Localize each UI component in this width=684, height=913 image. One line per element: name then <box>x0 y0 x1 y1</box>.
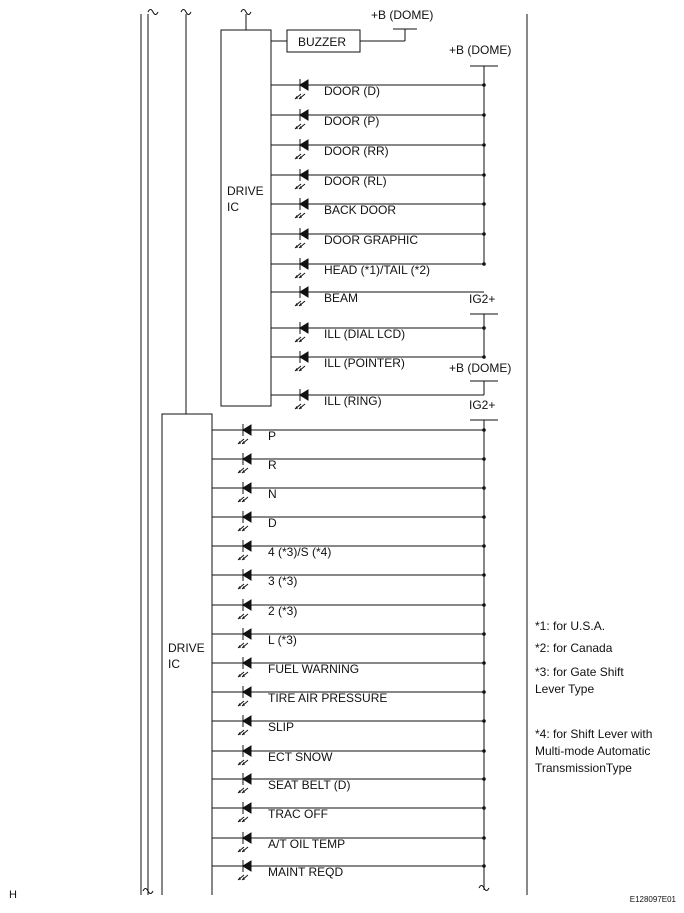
supply-label-group1: +B (DOME) <box>449 43 512 57</box>
indicator-label: P <box>268 429 277 443</box>
led-icon <box>238 773 251 793</box>
led-icon <box>295 139 308 159</box>
led-triangle <box>300 390 308 400</box>
indicator-row-lower <box>212 511 486 531</box>
indicator-row-lower <box>212 860 486 880</box>
led-icon <box>238 599 251 619</box>
supply-label-buzzer: +B (DOME) <box>371 8 434 22</box>
indicator-label: R <box>268 458 277 472</box>
led-triangle <box>243 833 251 843</box>
led-icon <box>238 860 251 880</box>
indicator-label: D <box>268 516 277 530</box>
led-triangle <box>300 352 308 362</box>
drive-ic-label: DRIVE <box>227 184 264 198</box>
indicator-label: DOOR (D) <box>324 84 380 98</box>
led-icon <box>238 511 251 531</box>
indicator-label: A/T OIL TEMP <box>268 837 346 851</box>
footnote-line: *3: for Gate Shift <box>535 665 624 679</box>
footnote-line: Multi-mode Automatic <box>535 744 651 758</box>
indicator-label: BACK DOOR <box>324 203 397 217</box>
drive-ic-label: IC <box>168 657 180 671</box>
led-icon <box>295 322 308 342</box>
indicator-row-lower <box>212 628 486 648</box>
led-triangle <box>300 110 308 120</box>
led-icon <box>295 389 308 409</box>
led-icon <box>295 198 308 218</box>
led-icon <box>238 802 251 822</box>
frame-break-mark <box>148 10 158 15</box>
footnote-line: *1: for U.S.A. <box>535 619 606 633</box>
indicator-label: MAINT REQD <box>268 865 344 879</box>
indicator-row-lower <box>212 453 486 473</box>
led-icon <box>295 79 308 99</box>
indicator-label: DOOR (RR) <box>324 144 389 158</box>
indicator-row-lower <box>212 745 486 765</box>
indicator-label: 3 (*3) <box>268 574 298 588</box>
led-triangle <box>243 512 251 522</box>
supply-label-lower: IG2+ <box>469 398 496 412</box>
indicator-label: TRAC OFF <box>268 807 328 821</box>
indicator-row-lower <box>212 569 486 589</box>
led-triangle <box>243 687 251 697</box>
upper-ic-break <box>241 10 251 15</box>
indicator-row-upper <box>271 286 484 306</box>
indicator-label: ECT SNOW <box>268 750 333 764</box>
indicator-row-lower <box>212 686 486 706</box>
led-icon <box>238 832 251 852</box>
led-triangle <box>300 229 308 239</box>
led-icon <box>295 228 308 248</box>
footnotes <box>535 619 652 775</box>
led-triangle <box>243 629 251 639</box>
buzzer-label: BUZZER <box>298 35 346 49</box>
led-icon <box>238 569 251 589</box>
led-icon <box>238 745 251 765</box>
led-triangle <box>243 483 251 493</box>
led-icon <box>295 286 308 306</box>
indicator-label: FUEL WARNING <box>268 662 360 676</box>
led-triangle <box>300 140 308 150</box>
led-triangle <box>300 170 308 180</box>
led-icon <box>295 169 308 189</box>
led-triangle <box>243 658 251 668</box>
indicator-row-upper <box>271 109 486 129</box>
indicator-label: DOOR (P) <box>324 114 380 128</box>
indicator-row-lower <box>212 599 486 619</box>
led-icon <box>238 715 251 735</box>
led-triangle <box>243 425 251 435</box>
indicator-row-lower <box>212 715 486 735</box>
led-triangle <box>300 287 308 297</box>
led-icon <box>238 453 251 473</box>
supply-label-group2: IG2+ <box>469 292 496 306</box>
lower-drive-ic-group <box>162 398 498 895</box>
indicator-row-lower <box>212 540 486 560</box>
indicator-label: BEAM <box>324 291 359 305</box>
led-triangle <box>243 774 251 784</box>
led-icon <box>238 657 251 677</box>
indicator-label: SLIP <box>268 720 295 734</box>
figure-id: E128097E01 <box>629 895 676 904</box>
drive-ic-box-upper <box>221 30 271 406</box>
indicator-row-lower <box>212 424 486 444</box>
indicator-row-upper <box>271 79 486 99</box>
diagram-frame <box>141 10 527 896</box>
indicator-label: DOOR GRAPHIC <box>324 233 419 247</box>
footnote-line: Lever Type <box>535 682 595 696</box>
led-icon <box>295 351 308 371</box>
indicator-row-lower <box>212 482 486 502</box>
led-icon <box>238 686 251 706</box>
led-triangle <box>300 323 308 333</box>
indicator-row-upper <box>271 389 484 409</box>
led-icon <box>238 424 251 444</box>
indicator-row-lower <box>212 802 486 822</box>
led-icon <box>238 540 251 560</box>
indicator-row-lower <box>212 657 486 677</box>
indicator-label: 2 (*3) <box>268 604 298 618</box>
led-triangle <box>243 716 251 726</box>
led-triangle <box>243 746 251 756</box>
indicator-row-upper <box>271 258 486 278</box>
indicator-label: ILL (RING) <box>324 394 382 408</box>
indicator-label: ILL (DIAL LCD) <box>324 327 406 341</box>
drive-ic-label: DRIVE <box>168 641 205 655</box>
frame-break-mark <box>181 10 191 15</box>
indicator-row-upper <box>271 169 486 189</box>
page-marker: H <box>9 889 17 901</box>
led-triangle <box>300 259 308 269</box>
indicator-label: HEAD (*1)/TAIL (*2) <box>324 263 431 277</box>
indicator-label: N <box>268 487 277 501</box>
footnote-line: *2: for Canada <box>535 641 613 655</box>
led-icon <box>295 258 308 278</box>
led-triangle <box>243 803 251 813</box>
drive-ic-label: IC <box>227 200 239 214</box>
indicator-row-lower <box>212 773 486 793</box>
indicator-label: TIRE AIR PRESSURE <box>268 691 388 705</box>
led-icon <box>295 109 308 129</box>
footnote-line: TransmissionType <box>535 761 632 775</box>
indicator-row-upper <box>271 139 486 159</box>
led-triangle <box>243 454 251 464</box>
upper-drive-ic-group <box>221 8 511 409</box>
indicator-row-upper <box>271 228 486 248</box>
led-triangle <box>243 861 251 871</box>
led-triangle <box>243 570 251 580</box>
led-triangle <box>243 541 251 551</box>
indicator-label: ILL (POINTER) <box>324 356 405 370</box>
indicator-row-upper <box>271 322 486 342</box>
led-triangle <box>300 80 308 90</box>
indicator-label: L (*3) <box>268 633 297 647</box>
led-icon <box>238 482 251 502</box>
led-icon <box>238 628 251 648</box>
indicator-label: DOOR (RL) <box>324 174 387 188</box>
indicator-row-lower <box>212 832 486 852</box>
indicator-label: 4 (*3)/S (*4) <box>268 545 332 559</box>
led-triangle <box>300 199 308 209</box>
indicator-label: SEAT BELT (D) <box>268 778 351 792</box>
supply-label-group3: +B (DOME) <box>449 361 512 375</box>
led-triangle <box>243 600 251 610</box>
indicator-row-upper <box>271 198 486 218</box>
footnote-line: *4: for Shift Lever with <box>535 727 653 741</box>
